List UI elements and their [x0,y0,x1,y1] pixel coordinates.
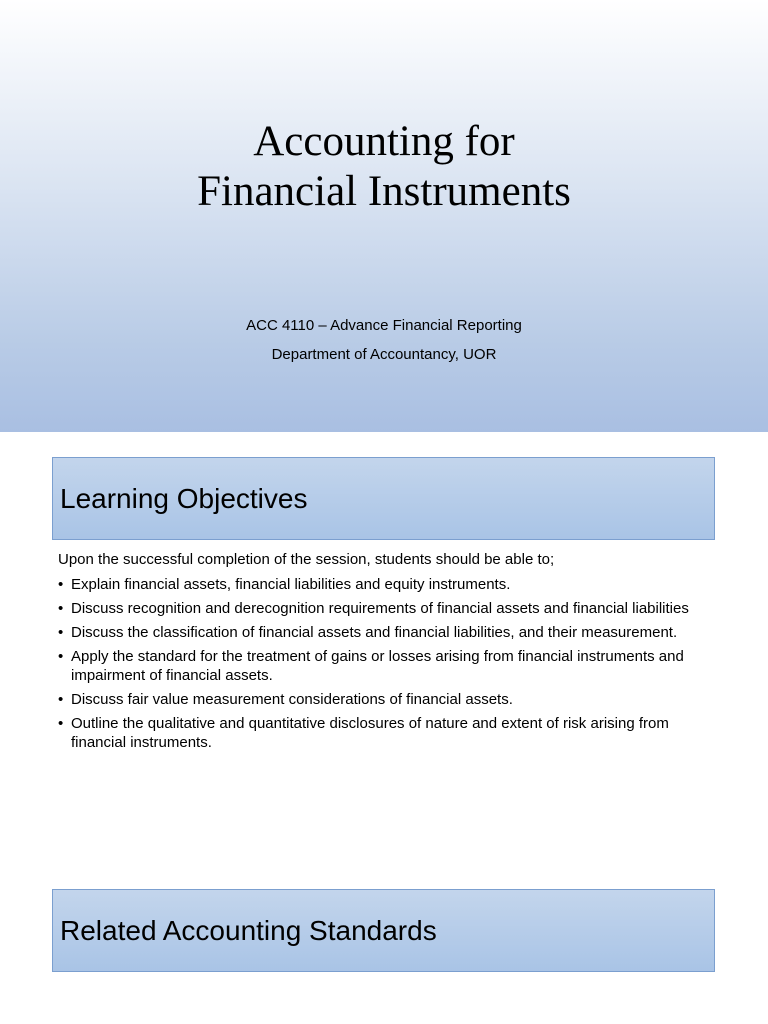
objectives-body [58,550,708,757]
list-item [58,599,708,618]
list-item [58,575,708,594]
list-item-text: Apply the standard for the treatment of gains or losses arising from financial instruments and impairment of financial assets. [71,648,684,684]
title-slide [0,0,768,432]
list-item [58,690,708,709]
department-line: Department of Accountancy, UOR [271,346,497,363]
objectives-header-box [52,457,715,540]
list-item [58,647,708,685]
title-line-1: Accounting for [253,118,515,165]
presentation-subtitle [0,311,768,369]
bullet-glyph: • [58,576,64,593]
list-item-text: Discuss the classification of financial assets and financial liabilities, and their measurement. [71,624,678,641]
objectives-intro: Upon the successful completion of the session, students should be able to; [58,551,555,568]
objectives-heading: Learning Objectives [60,482,308,514]
list-item [58,623,708,642]
standards-heading: Related Accounting Standards [60,914,437,946]
bullet-glyph: • [58,600,64,617]
bullet-glyph: • [58,648,64,665]
presentation-title [0,117,768,217]
list-item-text: Explain financial assets, financial liabilities and equity instruments. [71,576,511,593]
bullet-glyph: • [58,624,64,641]
list-item-text: Discuss fair value measurement considerations of financial assets. [71,691,513,708]
list-item-text: Discuss recognition and derecognition requirements of financial assets and financial liabilities [71,600,689,617]
bullet-glyph: • [58,691,64,708]
course-line: ACC 4110 – Advance Financial Reporting [246,317,522,334]
standards-header-box [52,889,715,972]
title-line-2: Financial Instruments [197,168,571,215]
list-item-text: Outline the qualitative and quantitative disclosures of nature and extent of risk arising from financial instruments. [71,715,669,751]
list-item [58,714,708,752]
objectives-list [58,575,708,752]
bullet-glyph: • [58,715,64,732]
